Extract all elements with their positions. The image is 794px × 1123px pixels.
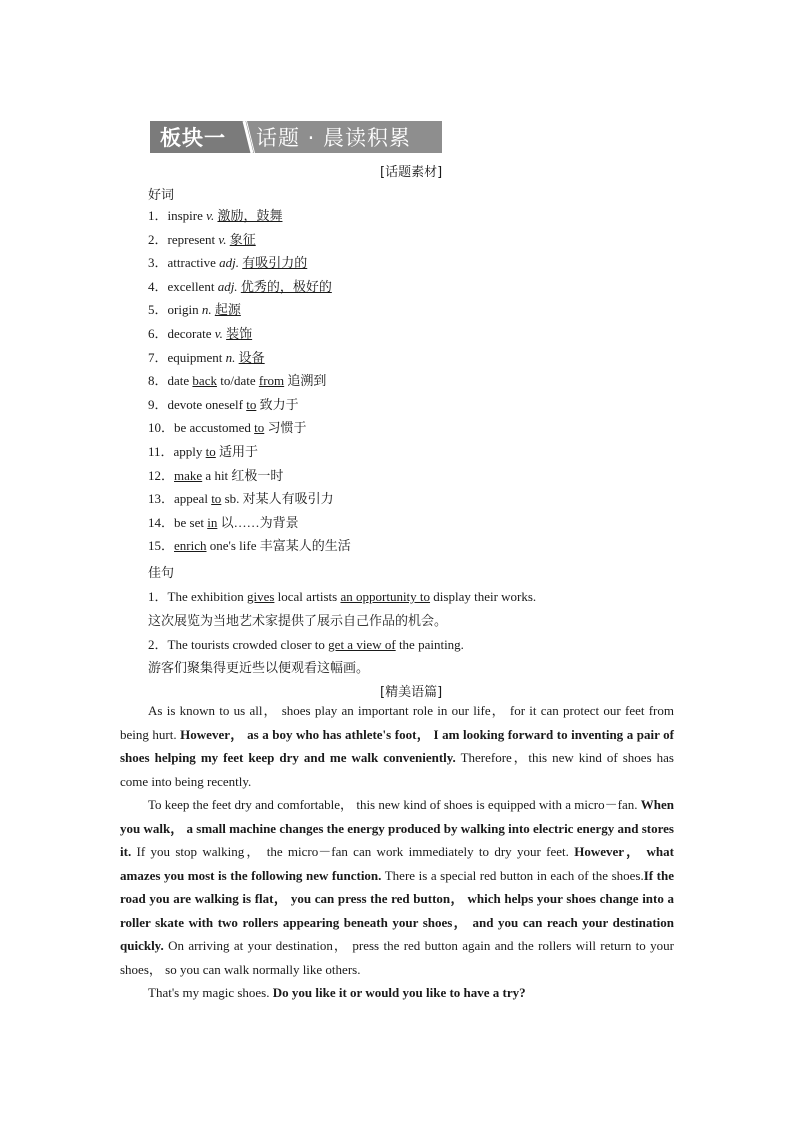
vocab-number: 11． [148, 443, 174, 459]
essay-paragraph-1 [120, 699, 674, 793]
vocab-number: 3． [148, 255, 168, 271]
vocab-text: inspire [167, 208, 207, 223]
sentence-2-number: 2． [148, 637, 168, 652]
sentence-2-text-a: The tourists crowded closer to [167, 637, 329, 652]
sentence-2-underline-1: get a view of [328, 637, 396, 652]
vocab-underlined: 激励，鼓舞 [217, 208, 283, 223]
vocab-item [148, 228, 351, 252]
sentence-1-underline-2: an opportunity to [340, 589, 431, 604]
section-banner [150, 119, 442, 153]
vocab-part-of-speech: v. [218, 231, 227, 247]
essay-text: Therefore，this new kind of shoes has come into being recently. [120, 750, 674, 789]
vocab-underlined: 起源 [214, 302, 241, 318]
vocab-text: 适用于 [215, 443, 259, 459]
vocab-text: equipment [167, 349, 226, 365]
essay [120, 699, 674, 1005]
vocab-text: devote oneself [167, 396, 247, 412]
vocab-number: 4． [148, 278, 168, 294]
vocab-item [148, 487, 351, 511]
vocab-number: 13． [148, 491, 175, 507]
sentence-2 [148, 634, 464, 653]
vocab-underlined: in [207, 514, 218, 530]
essay-highlight-sentence: If the road you are walking is flat， you can press the red button， which helps your shoes change into a roller skate with two rollers appearing beneath your shoes， and you can reach your destination quickly. [120, 867, 675, 953]
essay-text: On arriving at your destination， press the red button again and the rollers will return to your shoes， so you can walk normally like others. [120, 938, 674, 977]
vocab-part-of-speech: n. [201, 302, 212, 318]
vocab-text: 追溯到 [284, 373, 327, 389]
vocab-number: 6． [148, 325, 168, 341]
vocab-item [148, 322, 351, 346]
banner-label-part1: 板块一 [160, 126, 226, 150]
vocab-part-of-speech: v. [214, 325, 223, 341]
essay-highlight-sentence: However， as a boy who has athlete's foot， I am looking forward to inventing a pair of shoes helping my feet keep dry and me walk conveniently. [120, 726, 675, 765]
banner-label-part2: 话题 · 晨读积累 [256, 126, 412, 150]
vocab-underlined: to [254, 420, 265, 436]
vocab-text: apply [173, 443, 206, 459]
vocab-text: to/date [216, 373, 259, 389]
vocab-underlined: 装饰 [226, 325, 253, 341]
vocab-number: 8． [148, 373, 168, 389]
vocab-text: attractive [167, 255, 220, 271]
vocab-part-of-speech: n. [225, 349, 236, 365]
section-tag-materials: [话题素材] [380, 165, 443, 180]
vocab-text: sb. 对某人有吸引力 [221, 491, 334, 507]
vocab-underlined: enrich [174, 538, 207, 554]
sentence-1-underline-1: gives [246, 589, 275, 604]
sentence-1-text-b: local artists [274, 589, 341, 604]
vocab-underlined: 象征 [229, 231, 256, 247]
sentence-1-text-c: display their works. [430, 589, 537, 604]
vocab-underlined: to [246, 396, 257, 412]
vocab-number: 15． [148, 538, 175, 554]
vocab-item [148, 393, 351, 417]
vocab-number: 7． [148, 349, 168, 365]
vocab-text: one's life 丰富某人的生活 [206, 538, 351, 554]
essay-text: There is a special red button in each of the shoes. [381, 867, 644, 883]
vocab-underlined: 设备 [238, 349, 265, 365]
essay-text: If you stop walking， the micro－fan can work immediately to dry your feet. [131, 844, 575, 859]
vocab-item [148, 534, 351, 558]
sentence-1-text-a: The exhibition [167, 589, 247, 604]
vocab-item [148, 369, 351, 393]
essay-highlight-sentence: Do you like it or would you like to have a try? [272, 985, 526, 1000]
vocab-text: represent [167, 231, 219, 247]
vocab-text: decorate [167, 325, 215, 341]
vocab-part-of-speech: adj. [219, 255, 239, 271]
vocab-text: be set [174, 514, 208, 530]
vocab-item [148, 440, 351, 464]
essay-paragraph-2 [120, 793, 674, 981]
sentence-1 [148, 586, 536, 605]
vocab-number: 14． [148, 514, 175, 530]
vocab-text: a hit 红极一时 [202, 467, 284, 483]
vocab-underlined: 优秀的，极好的 [240, 278, 332, 294]
sentence-1-translation: 这次展览为当地艺术家提供了展示自己作品的机会。 [148, 614, 448, 629]
vocab-underlined: to [205, 443, 216, 459]
vocab-item [148, 204, 351, 228]
vocab-part-of-speech: adj. [217, 278, 238, 294]
label-good-sentences: 佳句 [148, 566, 175, 581]
vocab-text: date [167, 373, 193, 389]
vocab-underlined: 有吸引力的 [242, 255, 308, 271]
vocab-item [148, 416, 351, 440]
vocab-text: 致力于 [256, 396, 299, 412]
essay-text: As is known to us all， shoes play an important role in our life， for it can protect our feet from being hurt. [120, 703, 674, 742]
vocab-number: 9． [148, 396, 168, 412]
vocab-number: 2． [148, 231, 168, 247]
vocab-text: 以……为背景 [217, 514, 299, 530]
vocab-item [148, 298, 351, 322]
essay-text: To keep the feet dry and comfortable， this new kind of shoes is equipped with a micro－fan. [148, 797, 641, 812]
vocab-number: 1． [148, 208, 168, 223]
vocab-number: 12． [148, 467, 175, 483]
essay-text: That's my magic shoes. [148, 985, 273, 1000]
vocab-text: 习惯于 [264, 420, 307, 436]
vocab-item [148, 464, 351, 488]
vocab-text: origin [167, 302, 202, 318]
vocab-item [148, 275, 351, 299]
vocab-underlined: from [258, 373, 285, 389]
vocab-part-of-speech: v. [206, 208, 215, 223]
section-tag-essay: [精美语篇] [380, 685, 443, 700]
vocabulary-list [148, 204, 351, 558]
vocab-underlined: to [211, 491, 222, 507]
vocab-item [148, 346, 351, 370]
vocab-underlined: back [192, 373, 217, 389]
essay-highlight-sentence: However， what amazes you most is the following new function. [120, 844, 674, 883]
sentence-2-text-b: the painting. [395, 637, 464, 652]
vocab-number: 5． [148, 302, 168, 318]
vocab-item [148, 511, 351, 535]
vocab-number: 10． [148, 420, 175, 436]
essay-paragraph-3 [120, 981, 674, 1005]
label-good-words: 好词 [148, 188, 175, 203]
sentence-1-number: 1． [148, 589, 168, 604]
vocab-item [148, 251, 351, 275]
vocab-text: appeal [174, 491, 212, 507]
vocab-text: excellent [167, 278, 218, 294]
essay-highlight-sentence: When you walk， a small machine changes the energy produced by walking into electric energy and stores it. [120, 797, 674, 859]
vocab-underlined: make [174, 467, 203, 483]
sentence-2-translation: 游客们聚集得更近些以便观看这幅画。 [148, 661, 370, 676]
vocab-text: be accustomed [174, 420, 255, 436]
